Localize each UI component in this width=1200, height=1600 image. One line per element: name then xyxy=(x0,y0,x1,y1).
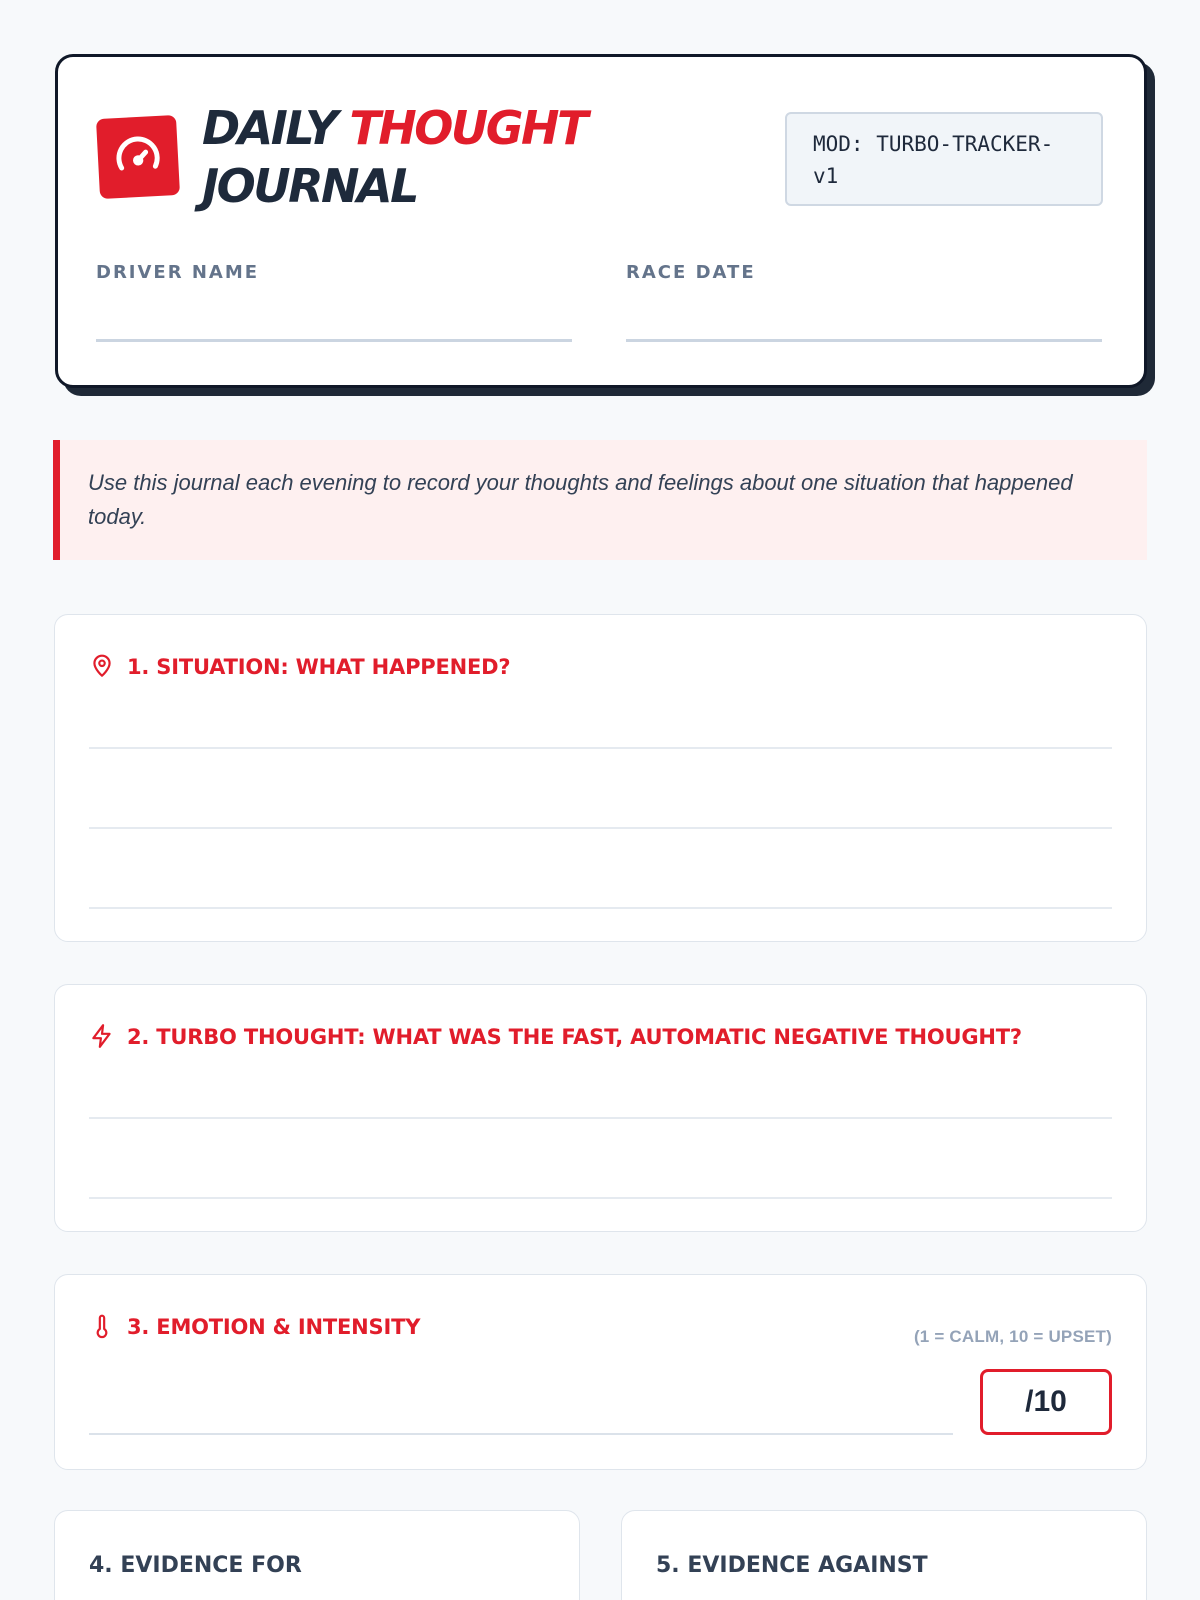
section-title: 3. EMOTION & INTENSITY xyxy=(127,1315,421,1339)
race-date-label: RACE DATE xyxy=(626,262,756,283)
section-title: 1. SITUATION: WHAT HAPPENED? xyxy=(127,655,511,679)
section-title: 2. TURBO THOUGHT: WHAT WAS THE FAST, AUTOMATIC NEGATIVE THOUGHT? xyxy=(127,1025,1022,1049)
title-daily: DAILY xyxy=(202,101,336,155)
section-situation xyxy=(54,614,1147,942)
section-emotion-intensity xyxy=(54,1274,1147,1470)
title-journal: JOURNAL xyxy=(202,159,417,213)
section-title: 5. EVIDENCE AGAINST xyxy=(656,1553,928,1578)
answer-line[interactable] xyxy=(89,1117,1112,1119)
title-thought: THOUGHT xyxy=(349,101,586,155)
score-suffix: /10 xyxy=(1025,1385,1067,1418)
lightning-icon xyxy=(89,1023,115,1049)
intensity-score-field[interactable] xyxy=(980,1369,1112,1435)
thermometer-icon xyxy=(89,1313,115,1339)
map-pin-icon xyxy=(89,653,115,679)
answer-line[interactable] xyxy=(89,1197,1112,1199)
section-title: 4. EVIDENCE FOR xyxy=(89,1553,302,1578)
answer-line[interactable] xyxy=(89,907,1112,909)
speedometer-icon xyxy=(96,115,180,199)
answer-line[interactable] xyxy=(89,747,1112,749)
scale-hint: (1 = CALM, 10 = UPSET) xyxy=(913,1327,1112,1346)
section-evidence-against xyxy=(621,1510,1147,1600)
intro-note: Use this journal each evening to record your thoughts and feelings about one situation that happened today. xyxy=(53,440,1147,560)
section-turbo-thought xyxy=(54,984,1147,1232)
page-title xyxy=(202,99,586,215)
driver-name-field[interactable] xyxy=(96,339,572,342)
answer-line[interactable] xyxy=(89,827,1112,829)
race-date-field[interactable] xyxy=(626,339,1102,342)
journal-header-card xyxy=(55,54,1147,388)
mod-badge: MOD: TURBO-TRACKER-v1 xyxy=(785,112,1103,206)
driver-name-label: DRIVER NAME xyxy=(96,262,260,283)
emotion-field[interactable] xyxy=(89,1433,953,1435)
section-evidence-for xyxy=(54,1510,580,1600)
